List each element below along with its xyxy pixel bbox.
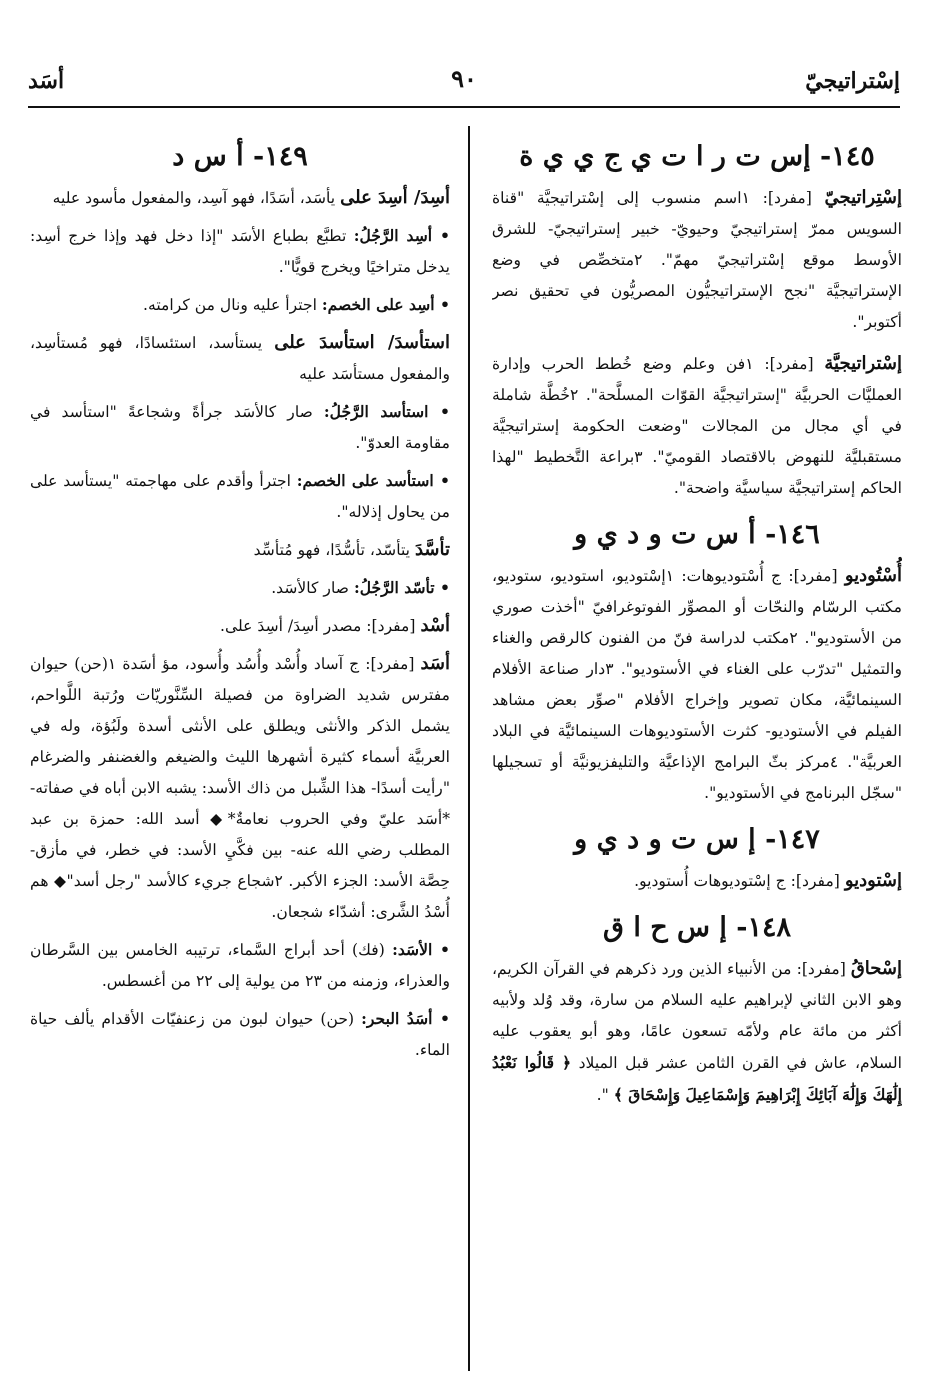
sense-item xyxy=(30,396,450,459)
pos-tag: [مفرد]: xyxy=(366,617,416,635)
headword: أسَد xyxy=(420,653,450,674)
definition: ١فن وعلم وضع خُطط الحرب وإدارة العمليَّات الحربيَّة "إستراتيجيَّة القوّات المسلَّحة". ٢خُطَّة شاملة في أي مجال من المجالات "وضعت الحكومة إستراتيجيَّة مستقبليَّة للنهوض بالاقتصاد القوميّ". ٣براعة التَّخطيط "لهذا الحاكم إستراتيجيَّة سياسيَّة واضحة". xyxy=(492,355,902,497)
entry-strategic xyxy=(492,182,902,338)
headword: إسْتراتيجيَّة xyxy=(824,353,902,374)
entry-title-147: ١٤٧- إ س ت و د ي و xyxy=(574,824,820,855)
pos-tag: [مفرد]: xyxy=(365,655,415,673)
entry-strategy xyxy=(492,348,902,504)
pos-tag: [مفرد]: xyxy=(764,355,814,373)
definition: ج أُسْتوديوهات: ١إسْتوديو، استوديو، ستوديو، مكتب الرسّام والنحّات أو المصوِّر الفوتوغرافيّ "أخذت صوري من الأستوديو". ٢مكتب لدراسة فنّ من الفنون كالرقص والغناء والتمثيل "تدرّب على الغناء في الأستوديو". ٣دار صناعة الأفلام السينمائيَّة، مكان تصوير وإخراج الأفلام "صوِّر بعض مشاهد الفيلم في الأستوديو- كثرت الأستوديوهات السينمائيَّة في البلاد العربيَّة". ٤مركز بثّ البرامج الإذاعيَّة والتليفزيونيَّة أو تسجيلها "سجّل البرنامج في الأستوديو". xyxy=(492,567,902,802)
sense-text: (فك) أحد أبراج السَّماء، ترتيبه الخامس بين السَّرطان والعذراء، وزمنه من ٢٣ من يولية إلى ٢٢ من أغسطس. xyxy=(30,941,450,990)
sense-label: • أسِد الرَّجُلُ: xyxy=(353,226,450,245)
page-header xyxy=(28,60,900,108)
definition-end: ". xyxy=(596,1086,609,1104)
sense-text: صار كالأسَد جرأةً وشجاعةً "استأسد في مقاومة العدوّ". xyxy=(30,403,450,452)
pos-tag: [مفرد]: xyxy=(788,567,838,585)
sense-label: • استأسد الرَّجُلُ: xyxy=(323,402,450,421)
sense-item xyxy=(30,465,450,528)
right-column xyxy=(492,126,902,1366)
header-guide-word-left: أسَد xyxy=(28,68,65,94)
conjugation: يتأسّد، تأسُّدًا، فهو مُتأسِّد xyxy=(253,541,410,559)
sense-text: اجترأ عليه ونال من كرامته. xyxy=(143,296,317,314)
definition: ١اسم منسوب إلى إسْتراتيجيَّة "قناة السويس ممرّ إستراتيجيّ وحيويّ- خبير إستراتيجيّ- للشرق الأوسط موقع إسْتراتيجيّ مهمّ". ٢متخصِّص في وضع الإستراتيجيَّة "نجح الإستراتيجيُّون المصريُّون في تحقيق نصر أكتوبر". xyxy=(492,189,902,331)
headword: إسْتوديو xyxy=(844,870,902,891)
pos-tag: [مفرد]: xyxy=(790,872,840,890)
sense-label: • الأسَد: xyxy=(392,940,450,959)
sense-item xyxy=(30,1003,450,1066)
sense-label: • استأسد على الخصم: xyxy=(296,471,450,490)
sense-item xyxy=(30,934,450,997)
headword: إسْتِراتيجيّ xyxy=(824,187,902,208)
headword: تأسَّدَ xyxy=(414,539,450,560)
header-guide-word-right: إسْتراتيجيّ xyxy=(805,68,900,94)
noun-asad xyxy=(30,648,450,928)
column-divider xyxy=(468,126,470,1371)
entry-studio xyxy=(492,560,902,809)
sense-item xyxy=(30,220,450,283)
entry-studio-variant xyxy=(492,865,902,897)
quran-verse: ﴿ قَالُوا نَعْبُدُ إِلَٰهَكَ وَإِلَٰهَ آبَائِكَ إِبْرَاهِيمَ وَإِسْمَاعِيلَ وَإِسْحَاقَ ﴾ xyxy=(492,1053,902,1104)
definition: ج آساد وأُسْد وأُسُد وأُسود، مؤ أسَدة ١(حن) حيوان مفترس شديد الضراوة من فصيلة السِّنَّوريّات ورُتبة اللَّواحم، يشمل الذكر والأنثى ويطلق على الأنثى أسدة ولَبُؤة، وله في العربيَّة أسماء كثيرة أشهرها الليث والضيغم والغضنفر والضرغام "رأيت أسدًا- هذا الشِّبل من ذاك الأسد: يشبه الابن أباه في صفاته- *أسَد عليّ وفي الحروب نعامةٌ*◆ أسد الله: حمزة بن عبد المطلب رضي الله عنه- بين فكَّيِ الأسد: في خطر، في مأزق- حِصَّة الأسد: الجزء الأكبر. ٢شجاع جريء كالأسد "رجل أسد"◆ هم أُسْدُ الشَّرى: أشدّاء شجعان. xyxy=(30,655,450,921)
entry-title-146: ١٤٦- أ س ت و د ي و xyxy=(574,519,820,550)
conjugation: يأسَد، أسَدًا، فهو آسِد، والمفعول مأسود عليه xyxy=(52,189,336,207)
definition: مصدر أسِدَ/ أسِدَ على. xyxy=(220,617,362,635)
headword: إسْحاقُ xyxy=(850,958,902,979)
noun-asd xyxy=(30,610,450,642)
verb-istasada xyxy=(30,327,450,390)
entry-title-145: ١٤٥- إس ت ر ا ت ي ج ي ي ة xyxy=(519,141,875,172)
headword: أُسْتُوديو xyxy=(844,565,902,586)
verb-asida xyxy=(30,182,450,214)
verb-taassada xyxy=(30,534,450,566)
pos-tag: [مفرد]: xyxy=(796,960,846,978)
conjugation: يستأسد، استئسادًا، فهو مُستأسِد، والمفعول مستأسَد عليه xyxy=(30,334,450,383)
headword: أسْد xyxy=(420,615,450,636)
definition: ج إسْتوديوهات أُستوديو. xyxy=(634,872,786,890)
sense-text: تطبَّع بطباع الأسَد "إذا دخل فهد وإذا خرج أسِد: يدخل متراخيًا ويخرج قويًّا". xyxy=(30,227,450,276)
pos-tag: [مفرد]: xyxy=(762,189,812,207)
headword: استأسدَ/ استأسدَ على xyxy=(274,332,450,353)
left-column xyxy=(30,126,450,1366)
sense-item xyxy=(30,289,450,321)
sense-text: اجترأ وأقدم على مهاجمته "يستأسد على من يحاول إذلاله". xyxy=(30,472,450,521)
sense-label: • تأسّد الرَّجُلُ: xyxy=(353,578,450,597)
entry-title-149: ١٤٩- أ س د xyxy=(172,141,308,172)
entry-isaac xyxy=(492,953,902,1111)
sense-label: • أسِد على الخصم: xyxy=(321,295,450,314)
headword: أسِدَ/ أسِدَ على xyxy=(340,187,450,208)
sense-item xyxy=(30,572,450,604)
sense-text: (حن) حيوان لبون من زعنفيّات الأقدام يألف حياة الماء. xyxy=(30,1010,450,1059)
sense-text: صار كالأسَد. xyxy=(271,579,349,597)
entry-title-148: ١٤٨- إ س ح ا ق xyxy=(602,912,792,943)
page-number: ٩٠ xyxy=(451,64,477,93)
sense-label: • أسَدُ البحر: xyxy=(361,1009,450,1028)
definition: من الأنبياء الذين ورد ذكرهم في القرآن الكريم، وهو الابن الثاني لإبراهيم عليه السلام من سارة، وقد وُلد ولأبيه أكثر من مائة عام ولأمّه تسعون عامًا، وهو أبو يعقوب عليه السلام، عاش في القرن الثامن عشر قبل الميلاد xyxy=(492,960,902,1072)
